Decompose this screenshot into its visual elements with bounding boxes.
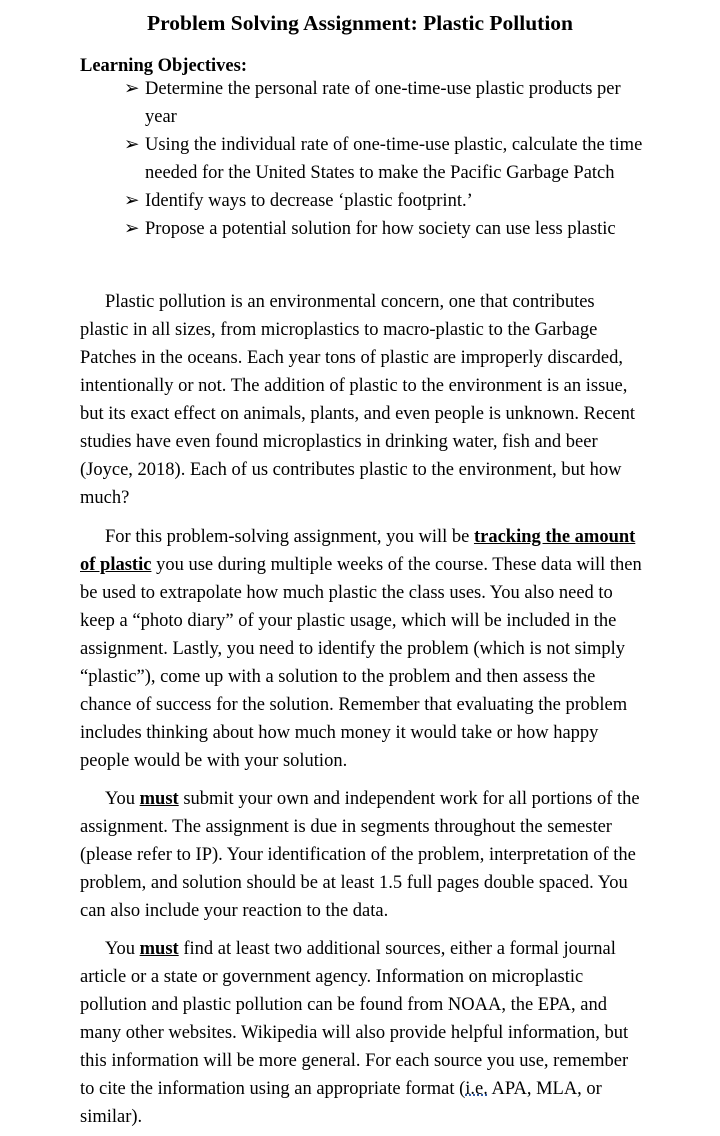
arrow-bullet-icon: ➢ — [124, 219, 140, 239]
objective-text: Propose a potential solution for how society can use less plastic — [145, 219, 616, 239]
independent-work-paragraph — [80, 785, 645, 925]
intro-paragraph: Plastic pollution is an environmental concern, one that contributes plastic in all sizes, from microplastics to macro-plastic to the Garbage Patches in the oceans. Each year tons of plastic are improperly discarded, intentionally or not. The addition of plastic to the environment is an issue, but its exact effect on animals, plants, and even people is unknown. Recent studies have even found microplastics in drinking water, fish and beer (Joyce, 2018). Each of us contributes plastic to the environment, but how much? — [80, 292, 636, 508]
objective-text: Identify ways to decrease ‘plastic footprint.’ — [145, 191, 473, 211]
paragraph-text: find at least two additional sources, either a formal journal article or a state or government agency. Information on microplastic pollution and plastic pollution can be found from NOAA, the EPA, and many other websites. Wikipedia will also provide helpful information, but this information will be more general. For each source you use, remember to cite the information using an appropriate format ( — [80, 939, 629, 1099]
learning-objectives-heading: Learning Objectives: — [80, 56, 247, 76]
objective-item — [124, 75, 644, 131]
paragraph-text: For this problem-solving assignment, you will be — [105, 527, 474, 547]
abbreviation-text: i.e. — [465, 1079, 488, 1099]
objective-item — [124, 131, 644, 187]
objective-item — [124, 187, 644, 215]
paragraph-text: You — [105, 939, 140, 959]
document-title: Problem Solving Assignment: Plastic Pollution — [146, 11, 574, 35]
emphasis-text: must — [139, 789, 179, 809]
sources-paragraph — [80, 935, 645, 1131]
objective-text: Using the individual rate of one-time-use plastic, calculate the time needed for the United States to make the Pacific Garbage Patch — [145, 135, 643, 183]
learning-objectives-list — [124, 75, 644, 243]
paragraph-text: APA, MLA, or similar). — [80, 1079, 602, 1127]
objective-item — [124, 215, 644, 243]
paragraph-text: submit your own and independent work for all portions of the assignment. The assignment is due in segments throughout the semester (please refer to IP). Your identification of the problem, interpretation of the problem, and solution should be at least 1.5 full pages double spaced. You can also include your reaction to the data. — [80, 789, 640, 921]
paragraph-text: You — [105, 789, 140, 809]
paragraph-text: you use during multiple weeks of the course. These data will then be used to extrapolate how much plastic the class uses. You also need to keep a “photo diary” of your plastic usage, which will be included in the assignment. Lastly, you need to identify the problem (which is not simply “plastic”), come up with a solution to the problem and then assess the chance of success for the solution. Remember that evaluating the problem includes thinking about how much money it would take or how happy people would be with your solution. — [80, 555, 642, 771]
arrow-bullet-icon: ➢ — [124, 135, 140, 155]
emphasis-text: must — [139, 939, 179, 959]
emphasis-text: tracking the amount of plastic — [80, 527, 636, 575]
arrow-bullet-icon: ➢ — [124, 191, 140, 211]
objective-text: Determine the personal rate of one-time-use plastic products per year — [145, 79, 621, 127]
arrow-bullet-icon: ➢ — [124, 79, 140, 99]
assignment-paragraph — [80, 523, 645, 775]
